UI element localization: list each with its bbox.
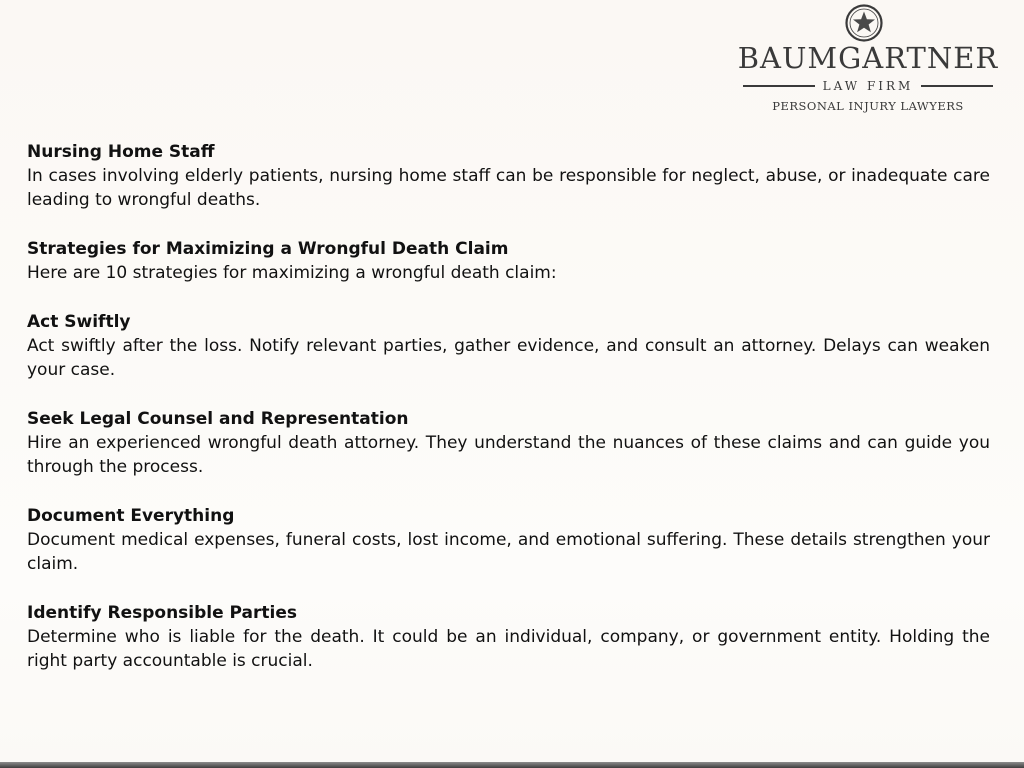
- section-heading: Nursing Home Staff: [27, 142, 215, 162]
- section-heading: Act Swiftly: [27, 312, 131, 332]
- section-body: Document medical expenses, funeral costs, lost income, and emotional suffering. These details strengthen your claim.: [27, 530, 990, 574]
- section-document-everything: [27, 504, 990, 576]
- article-content: [27, 140, 990, 698]
- section-heading: Identify Responsible Parties: [27, 603, 298, 623]
- section-identify-responsible-parties: [27, 601, 990, 673]
- section-strategies: [27, 237, 990, 285]
- section-body: Act swiftly after the loss. Notify relevant parties, gather evidence, and consult an attorney. Delays can weaken your case.: [27, 336, 990, 380]
- section-body: Here are 10 strategies for maximizing a wrongful death claim:: [27, 263, 557, 283]
- logo-subtitle: LAW FIRM: [822, 79, 914, 93]
- section-heading: Document Everything: [27, 506, 235, 526]
- firm-logo: [724, 0, 1012, 120]
- section-nursing-home-staff: [27, 140, 990, 212]
- section-seek-legal-counsel: [27, 407, 990, 479]
- logo-subtitle-row: [724, 80, 1012, 92]
- section-body: Hire an experienced wrongful death attorney. They understand the nuances of these claims and can guide you through the process.: [27, 433, 990, 477]
- section-body: Determine who is liable for the death. It could be an individual, company, or government entity. Holding the right party accountable is crucial.: [27, 627, 990, 671]
- logo-name: BAUMGARTNER: [737, 41, 999, 75]
- section-heading: Seek Legal Counsel and Representation: [27, 409, 409, 429]
- logo-tagline: PERSONAL INJURY LAWYERS: [772, 99, 964, 113]
- section-body: In cases involving elderly patients, nursing home staff can be responsible for neglect, abuse, or inadequate care leading to wrongful deaths.: [27, 166, 990, 210]
- section-act-swiftly: [27, 310, 990, 382]
- logo-rule-right: [921, 85, 993, 87]
- star-icon: [844, 3, 884, 43]
- logo-rule-left: [743, 85, 815, 87]
- bottom-bar: [0, 762, 1024, 768]
- section-heading: Strategies for Maximizing a Wrongful Death Claim: [27, 239, 509, 259]
